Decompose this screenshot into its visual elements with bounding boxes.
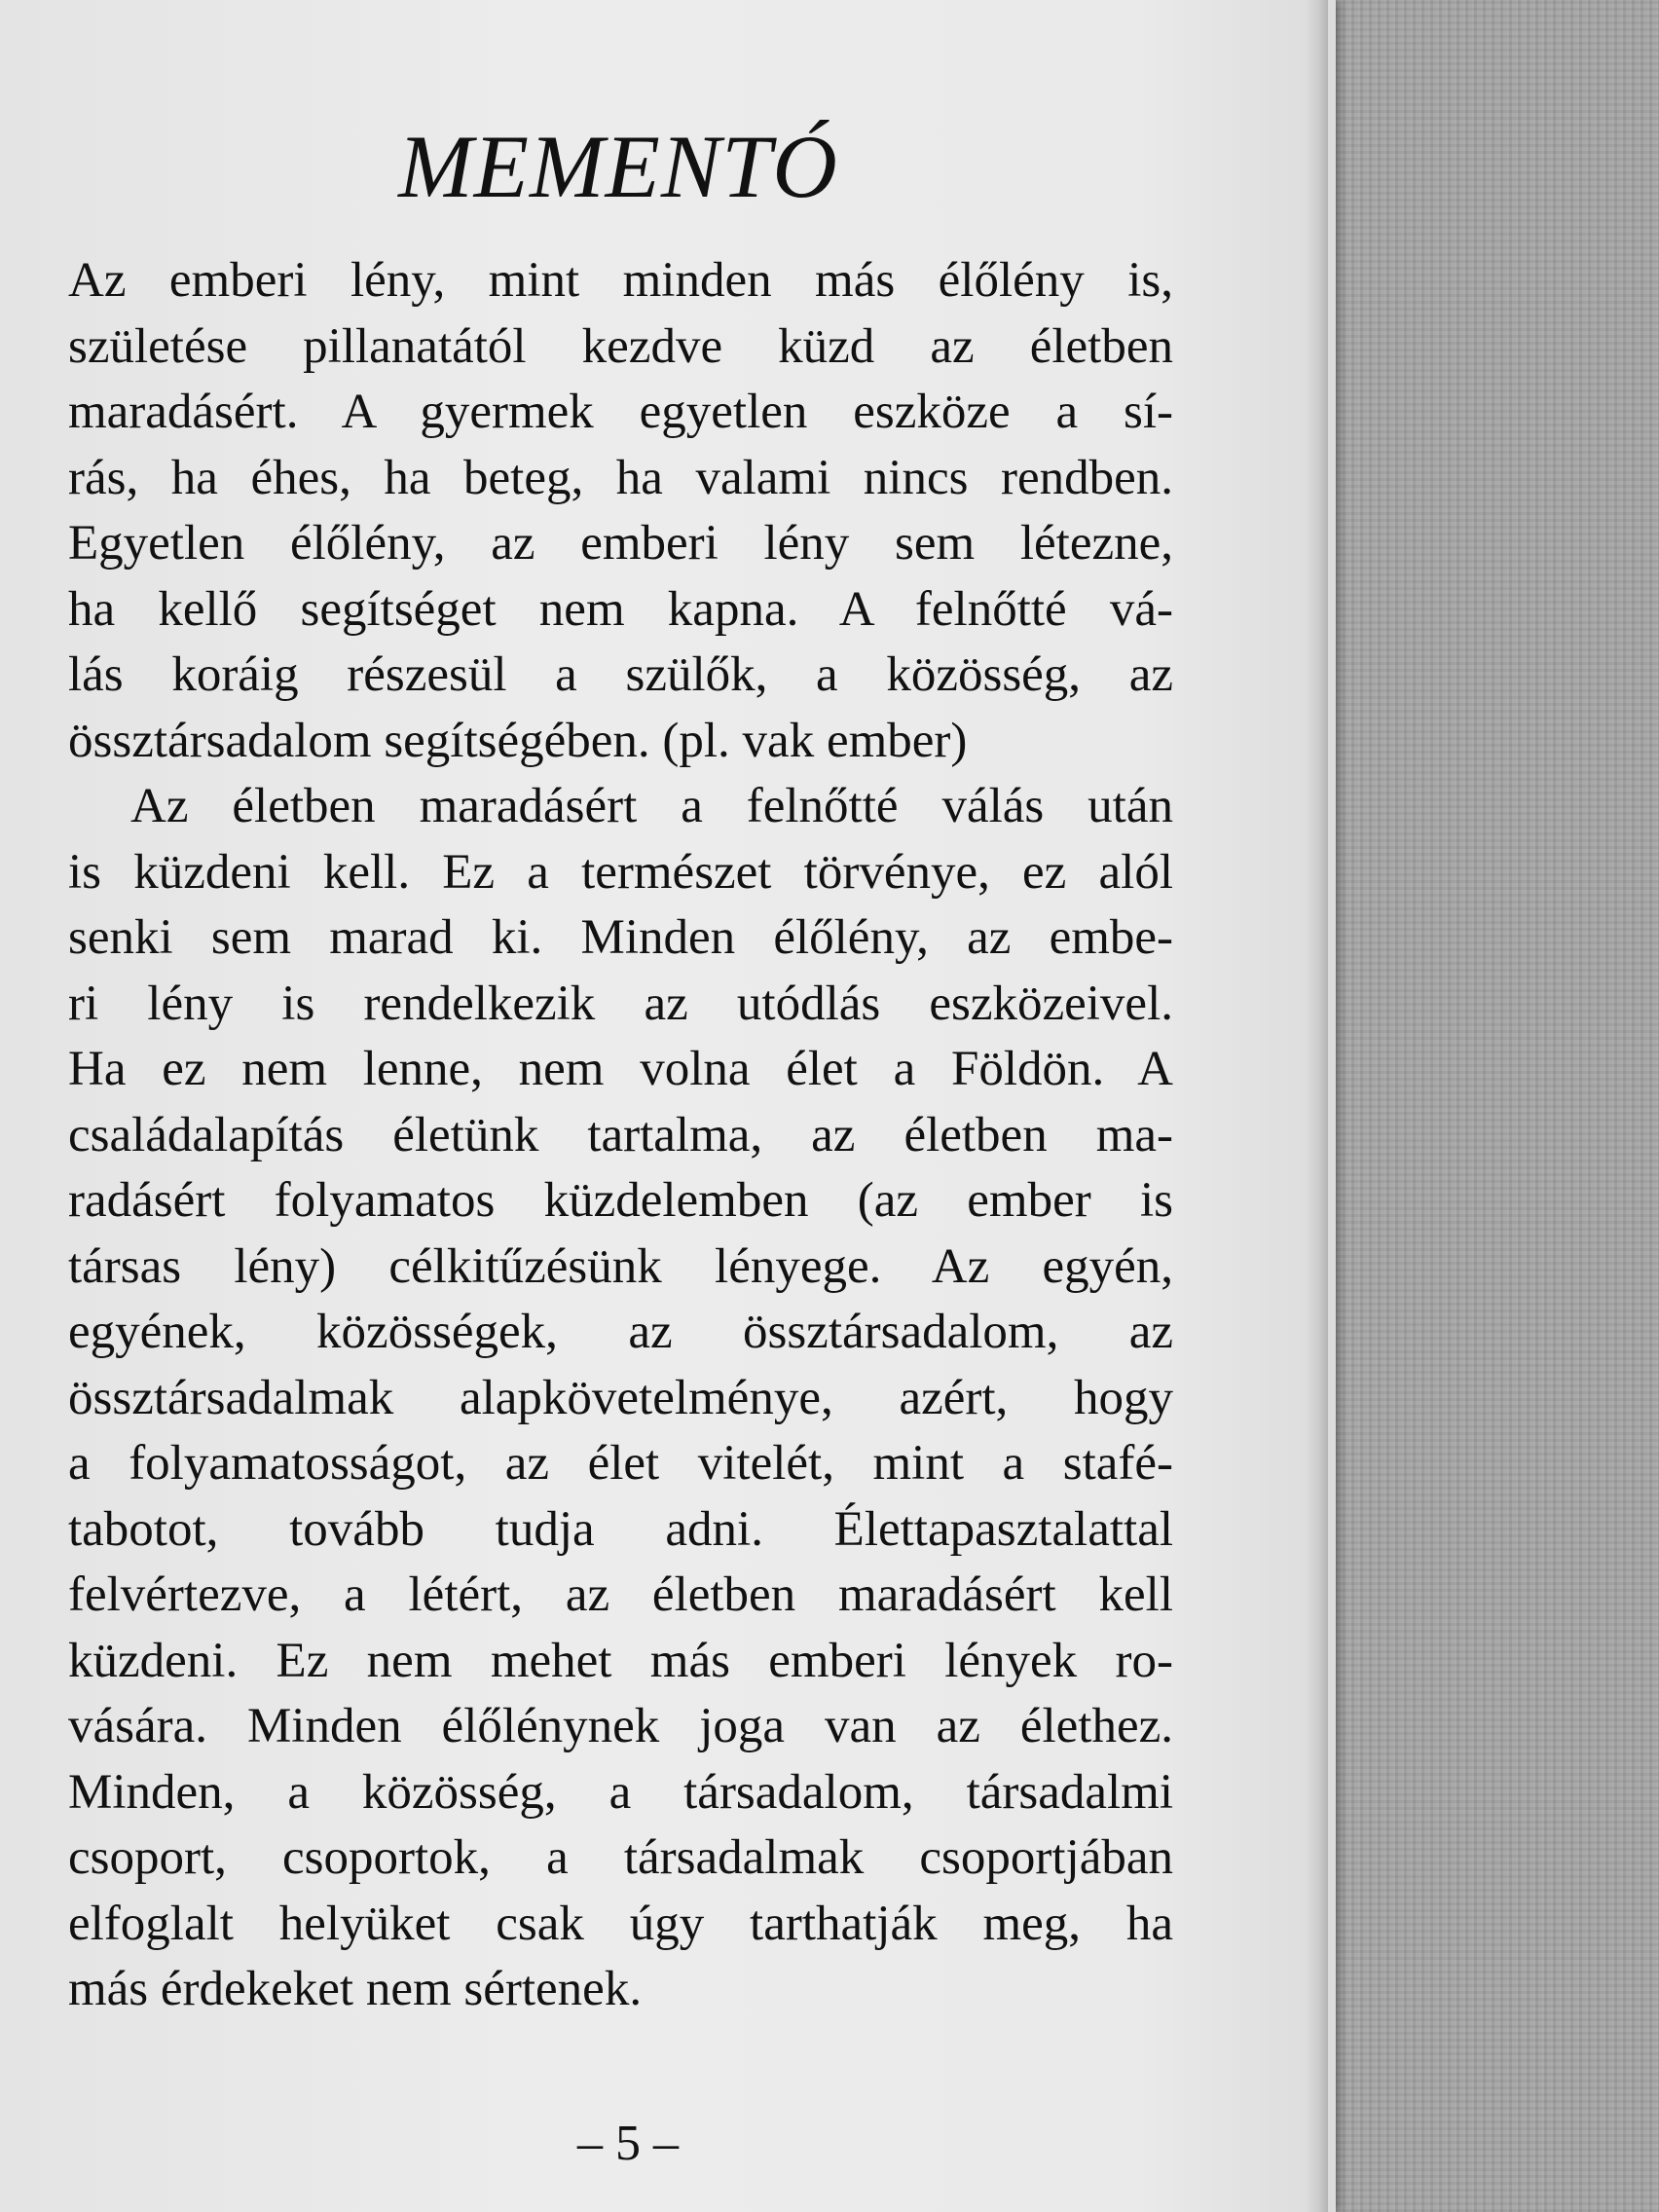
- text-line: Egyetlen élőlény, az emberi lény sem létezne,: [68, 516, 1173, 571]
- text-line: társas lény) célkitűzésünk lényege. Az egyén,: [68, 1238, 1173, 1294]
- text-line: is küzdeni kell. Ez a természet törvénye, ez alól: [68, 844, 1173, 900]
- body-text: [68, 248, 1173, 2023]
- paragraph-2: [68, 774, 1173, 2023]
- text-line: rás, ha éhes, ha beteg, ha valami nincs rendben.: [68, 450, 1173, 505]
- text-line: Az emberi lény, mint minden más élőlény is,: [68, 253, 1173, 308]
- text-line: családalapítás életünk tartalma, az életben ma-: [68, 1107, 1173, 1162]
- text-line: maradásért. A gyermek egyetlen eszköze a sí-: [68, 385, 1173, 439]
- text-line: tabotot, tovább tudja adni. Élettapasztalattal: [68, 1501, 1173, 1557]
- text-line: Ha ez nem lenne, nem volna élet a Földön. A: [68, 1042, 1173, 1096]
- text-line: más érdekeket nem sértenek.: [68, 1962, 643, 2016]
- text-line: felvértezve, a létért, az életben maradásért kell: [68, 1567, 1173, 1622]
- text-line: a folyamatosságot, az élet vitelét, mint a stafé-: [68, 1436, 1173, 1491]
- text-line: születése pillanatától kezdve küzd az életben: [68, 318, 1173, 374]
- text-line: senki sem marad ki. Minden élőlény, az embe-: [68, 910, 1173, 965]
- text-line: ri lény is rendelkezik az utódlás eszközeivel.: [68, 976, 1173, 1031]
- text-line: ha kellő segítséget nem kapna. A felnőtté vá-: [68, 581, 1173, 637]
- text-line: Az életben maradásért a felnőtté válás után: [130, 779, 1173, 833]
- text-line: vására. Minden élőlénynek joga van az élethez.: [68, 1699, 1173, 1753]
- text-line: csoport, csoportok, a társadalmak csoportjában: [68, 1830, 1173, 1885]
- text-line: küzdeni. Ez nem mehet más emberi lények ro-: [68, 1633, 1173, 1688]
- text-line: össztársadalom segítségében. (pl. vak ember): [68, 713, 968, 768]
- page-edge-shadow: [1305, 0, 1328, 2212]
- text-line: radásért folyamatos küzdelemben (az ember is: [68, 1173, 1173, 1228]
- text-line: Minden, a közösség, a társadalom, társadalmi: [68, 1764, 1173, 1820]
- page-title: MEMENTÓ: [398, 117, 838, 216]
- text-line: egyének, közösségek, az össztársadalom, az: [68, 1305, 1173, 1359]
- text-line: lás koráig részesül a szülők, a közösség, az: [68, 647, 1173, 702]
- text-line: elfoglalt helyüket csak úgy tarthatják meg, ha: [68, 1896, 1173, 1951]
- text-line: össztársadalmak alapkövetelménye, azért, hogy: [68, 1370, 1173, 1425]
- page-number: – 5 –: [577, 2116, 679, 2171]
- paragraph-1: [68, 248, 1173, 774]
